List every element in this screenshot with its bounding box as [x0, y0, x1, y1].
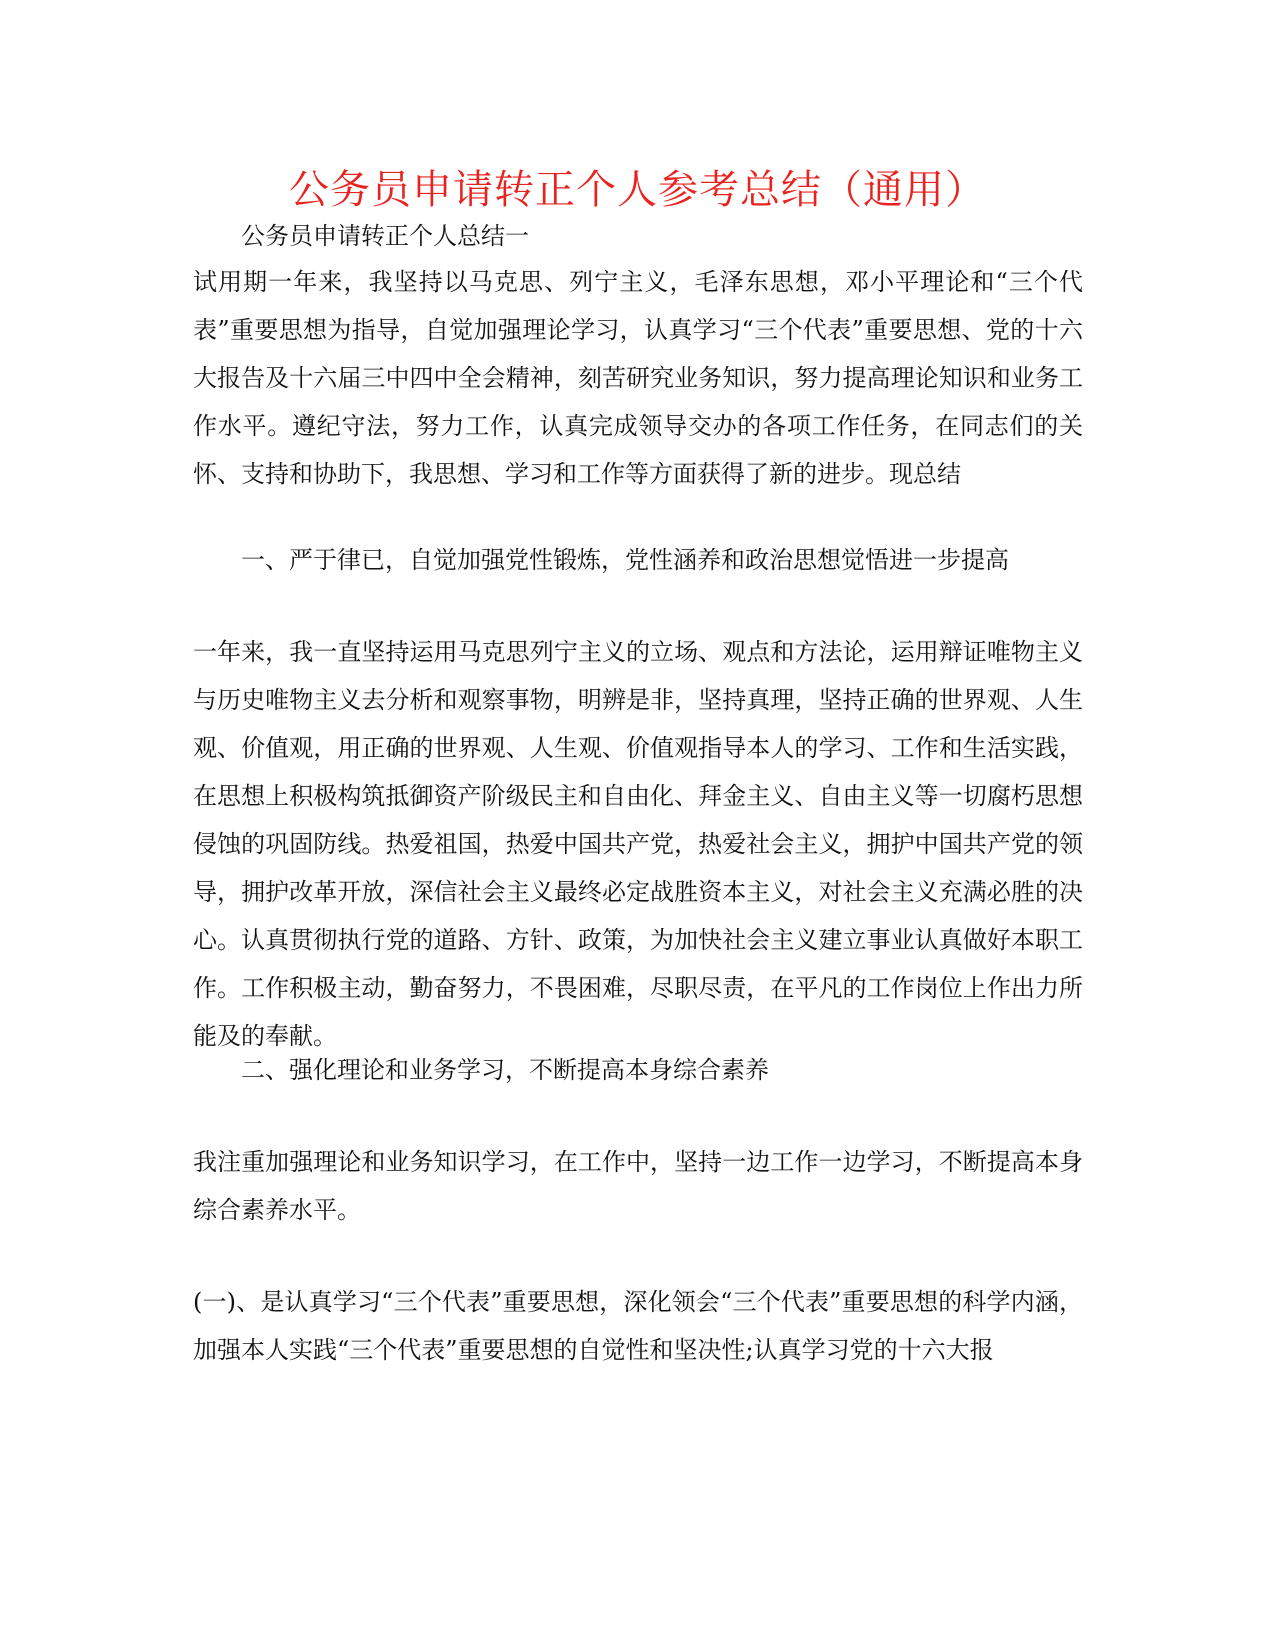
paragraph-subsection-one: (一)、是认真学习“三个代表”重要思想，深化领会“三个代表”重要思想的科学内涵，加强本人实践“三个代表”重要思想的自觉性和坚决性;认真学习党的十六大报 — [193, 1288, 1083, 1364]
paragraph-section-one: 一年来，我一直坚持运用马克思列宁主义的立场、观点和方法论，运用辩证唯物主义与历史唯物主义去分析和观察事物，明辨是非，坚持真理，坚持正确的世界观、人生观、价值观，用正确的世界观、人生观、价值观指导本人的学习、工作和生活实践，在思想上积极构筑抵御资产阶级民主和自由化、拜金主义、自由主义等一切腐朽思想侵蚀的巩固防线。热爱祖国，热爱中国共产党，热爱社会主义，拥护中国共产党的领导，拥护改革开放，深信社会主义最终必定战胜资本主义，对社会主义充满必胜的决心。认真贯彻执行党的道路、方针、政策，为加快社会主义建立事业认真做好本职工作。工作积极主动，勤奋努力，不畏困难，尽职尽责，在平凡的工作岗位上作出力所能及的奉献。 — [193, 638, 1083, 1050]
section-heading-two: 二、强化理论和业务学习，不断提高本身综合素养 — [241, 1056, 769, 1084]
paragraph-section-two: 我注重加强理论和业务知识学习，在工作中，坚持一边工作一边学习，不断提高本身综合素养水平。 — [193, 1148, 1083, 1224]
paragraph-intro: 试用期一年来，我坚持以马克思、列宁主义，毛泽东思想，邓小平理论和“三个代表”重要思想为指导，自觉加强理论学习，认真学习“三个代表”重要思想、党的十六大报告及十六届三中四中全会精神，刻苦研究业务知识，努力提高理论知识和业务工作水平。遵纪守法，努力工作，认真完成领导交办的各项工作任务，在同志们的关怀、支持和协助下，我思想、学习和工作等方面获得了新的进步。现总结 — [193, 268, 1083, 488]
section-heading-one: 一、严于律已，自觉加强党性锻炼，党性涵养和政治思想觉悟进一步提高 — [241, 546, 1009, 574]
document-title: 公务员申请转正个人参考总结（通用） — [289, 167, 986, 213]
document-subtitle: 公务员申请转正个人总结一 — [241, 222, 529, 250]
